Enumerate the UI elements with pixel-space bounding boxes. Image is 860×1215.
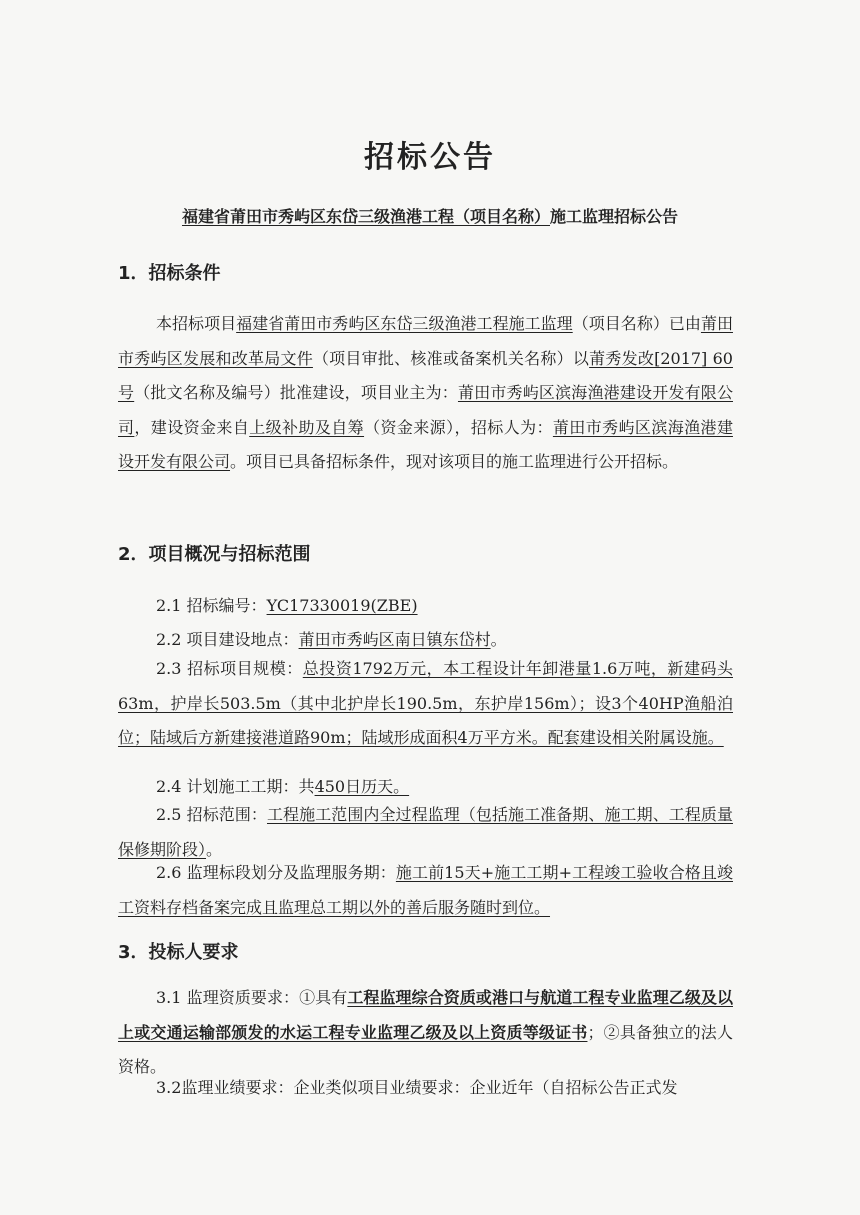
subtitle-project-name: 福建省莆田市秀屿区东岱三级渔港工程（项目名称）	[181, 207, 550, 226]
project-owner: 莆田市秀屿区滨海渔港建设开发有限公司	[118, 383, 733, 437]
item-label: 监理资质要求：①具有	[186, 988, 348, 1007]
item-label: 监理标段划分及监理服务期：	[186, 863, 396, 882]
text-span: ，建设资金来自	[134, 417, 250, 437]
item-label: 招标范围：	[186, 805, 267, 824]
item-2-3	[118, 652, 733, 756]
page-title: 招标公告	[364, 140, 496, 175]
item-number: 2.3	[156, 659, 182, 678]
subtitle-rest: 施工监理招标公告	[550, 207, 679, 226]
project-location: 莆田市秀屿区南日镇东岱村	[298, 630, 491, 649]
item-number: 2.4	[156, 777, 182, 796]
text-span: （资金来源），招标人为：	[364, 417, 553, 437]
item-number: 3.2	[156, 1078, 182, 1097]
construction-period: 450日历天。	[314, 777, 410, 796]
item-number: 3.1	[156, 988, 182, 1007]
tenderer: 莆田市秀屿区滨海渔港建设开发有限公司	[118, 417, 733, 471]
text-span: （项目名称）已由	[572, 314, 701, 333]
approval-authority: 莆田市秀屿区发展和改革局文件	[118, 314, 733, 368]
item-2-2	[118, 627, 738, 650]
notice-subtitle	[0, 204, 860, 227]
tender-scope: 工程施工范围内全过程监理（包括施工准备期、施工期、工程质量保修期阶段）	[118, 805, 733, 859]
item-label: 招标编号：	[186, 596, 267, 615]
text-span: ；②具备独立的法人资格。	[118, 1022, 733, 1076]
item-2-6	[118, 856, 733, 925]
item-number: 2.1	[156, 596, 182, 615]
item-label: 项目建设地点：	[186, 630, 299, 649]
performance-requirement: 监理业绩要求：企业类似项目业绩要求：企业近年（自招标公告正式发	[181, 1078, 678, 1097]
project-scale: 总投资1792万元，本工程设计年卸港量1.6万吨，新建码头63m，护岸长503.5m（其中北护岸长190.5m，东护岸156m）；设3个40HP渔船泊位；陆域后方新建接港道路90m；陆域形成面积4万平方米。配套建设相关附属设施。	[118, 659, 733, 747]
item-label: 计划施工工期：共	[186, 777, 315, 796]
project-name: 福建省莆田市秀屿区东岱三级渔港工程施工监理	[236, 314, 573, 333]
text-span: 本招标项目	[156, 314, 237, 333]
item-2-4	[118, 774, 738, 797]
service-period: 施工前15天+施工工期+工程竣工验收合格且竣工资料存档备案完成且监理总工期以外的善后服务随时到位。	[118, 863, 733, 917]
section-3-heading: 3．投标人要求	[118, 942, 239, 963]
text-span: 。	[206, 839, 223, 859]
section-2-heading: 2．项目概况与招标范围	[118, 544, 311, 565]
text-span: （项目审批、核准或备案机关名称）以	[312, 348, 590, 368]
approval-document-number: 莆秀发改[2017] 60号	[118, 348, 733, 402]
item-number: 2.2	[156, 630, 182, 649]
tender-number: YC17330019(ZBE)	[266, 596, 418, 615]
section-1-heading: 1．招标条件	[118, 263, 221, 284]
text-span: 。项目已具备招标条件，现对该项目的施工监理进行公开招标。	[230, 452, 679, 471]
text-span: （批文名称及编号）批准建设，项目业主为：	[134, 383, 458, 402]
qualification-requirement: 工程监理综合资质或港口与航道工程专业监理乙级及以上或交通运输部颁发的水运工程专业监理乙级及以上资质等级证书	[118, 988, 733, 1042]
section-1-paragraph	[118, 307, 733, 480]
item-number: 2.6	[156, 863, 182, 882]
item-3-1	[118, 981, 733, 1085]
item-2-1	[118, 593, 738, 616]
funding-source: 上级补助及自筹	[249, 417, 365, 437]
item-label: 招标项目规模：	[187, 659, 303, 678]
item-3-2	[118, 1075, 738, 1098]
item-number: 2.5	[156, 805, 182, 824]
text-span: 。	[490, 630, 507, 649]
